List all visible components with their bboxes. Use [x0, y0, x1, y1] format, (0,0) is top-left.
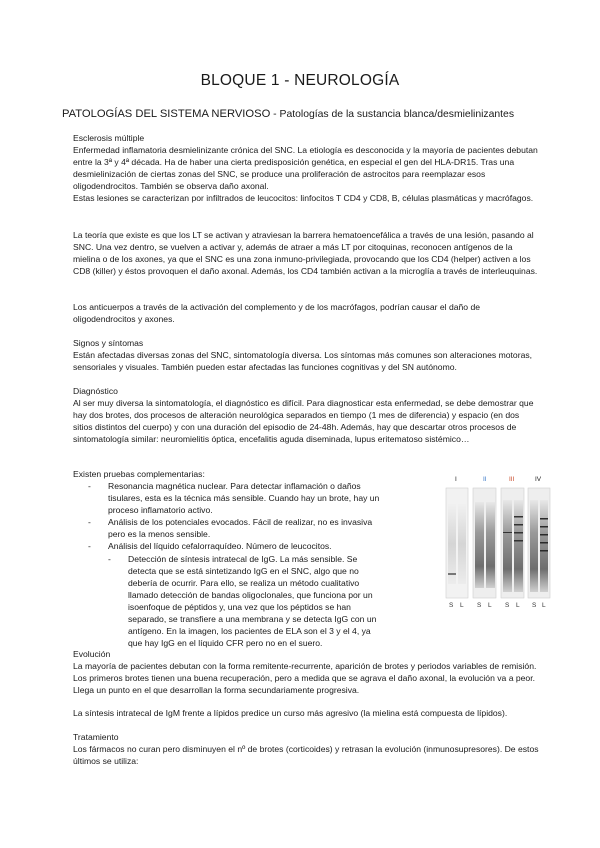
gel-smear [530, 500, 538, 592]
esclerosis-paragraph-2: Estas lesiones se caracterizan por infiltrados de leucocitos: linfocitos T CD4 y CD8, B, células plasmáticas y macrófagos. [73, 193, 534, 204]
gel-band [448, 573, 456, 575]
sample-label: S [449, 602, 454, 609]
bullet-dash: - [88, 481, 91, 491]
teoria-paragraph: La teoría que existe es que los LT se activan y atraviesan la barrera hematoencefálica a través de una lesión, pasando al SNC. Una vez dentro, se vuelven a activar y, además de atraer a más LT por citoquinas, reconocen antígenos de la mielina o de los axones, ya que el SNC es una zona inmuno-privilegiada, provocando que los CD4 (helper) activen a los CD8 (killer) y éstos provoquen el daño axonal. Además, los CD4 también activan a la microglía a través de interleuquinas. [73, 230, 538, 277]
subtitle-rest: Patologías de la sustancia blanca/desmielinizantes [279, 109, 515, 120]
gel-image [445, 474, 551, 614]
pruebas-list [88, 480, 384, 649]
gel-smear [486, 502, 495, 588]
igm-paragraph: La síntesis intratecal de IgM frente a lípidos predice un curso más agresivo (la mielina está compuesta de lípidos). [73, 708, 508, 718]
sub-prueba-text: Detección de síntesis intratecal de IgG. La más sensible. Se detecta que se está sintetizando IgG en el SNC, algo que no debería de ocurrir. Para ello, se realiza un método cualitativo llamado detección de bandas oligoclonales, que funciona por un isoenfoque de péptidos y, una vez que los péptidos se han separado, se transfiere a una membrana y se detecta IgG con un antígeno. En la imagen, los pacientes de ELA son el 3 y el 4, ya que hay IgG en el líquido CFR pero no en el suero. [128, 553, 377, 649]
list-item [88, 516, 384, 540]
subtitle-main: PATOLOGÍAS DEL SISTEMA NERVIOSO [62, 108, 271, 120]
tratamiento-paragraph: Los fármacos no curan pero disminuyen el nº de brotes (corticoides) y retrasan la evolución (inmunosupresores). De estos últimos se utiliza: [73, 744, 539, 767]
gel-smear [503, 500, 512, 592]
sample-label: L [488, 602, 492, 609]
prueba-text: Resonancia magnética nuclear. Para detectar inflamación o daños tisulares, esta es la técnica más sensible. Cuando hay un brote, hay un proceso inflamatorio activo. [108, 481, 380, 516]
sample-label: L [516, 602, 520, 609]
page-title: BLOQUE 1 - NEUROLOGÍA [200, 72, 400, 89]
bullet-dash: - [108, 553, 111, 564]
lane-label-4: IV [535, 476, 542, 483]
prueba-text: Análisis de los potenciales evocados. Fácil de realizar, no es invasiva pero es la menos sensible. [108, 517, 373, 540]
esclerosis-heading: Esclerosis múltiple [73, 133, 145, 143]
diagnostico-block [73, 385, 541, 445]
gel-smear [514, 500, 523, 592]
oligoclonal-bands-figure [445, 474, 551, 614]
sample-label: S [477, 602, 482, 609]
sample-label: L [460, 602, 464, 609]
signos-paragraph: Están afectadas diversas zonas del SNC, sintomatología diversa. Los síntomas más comunes son alteraciones motoras, sensoriales y visuales. También pueden estar afectadas las funciones cognitivas y del SN autónomo. [73, 350, 533, 373]
lane-label-2: II [483, 476, 487, 483]
evolucion-block [73, 648, 541, 696]
gel-smear [458, 504, 466, 584]
pruebas-intro: Existen pruebas complementarias: [73, 469, 205, 479]
anticuerpos-paragraph: Los anticuerpos a través de la activación del complemento y de los macrófagos, podrían causar el daño de oligodendrocitos y axones. [73, 302, 481, 325]
lane-label-1: I [455, 476, 457, 483]
gel-smear [448, 504, 456, 584]
lane-label-3: III [509, 476, 515, 483]
diagnostico-heading: Diagnóstico [73, 386, 118, 396]
signos-heading: Signos y síntomas [73, 338, 144, 348]
esclerosis-paragraph-1: Enfermedad inflamatoria desmielinizante crónica del SNC. La etiología es desconocida y la mayoría de pacientes debutan entre la 3ª y 4ª década. Ha de haber una cierta predisposición genética, en especial el gen del HLA-DR15. Tras una desmielinización de ciertas zonas del SNC, se produce una proliferación de astrocitos para reemplazar esos oligodendrocitos. También se observa daño axonal. [73, 145, 538, 192]
sub-list-item [108, 553, 384, 650]
esclerosis-block [73, 132, 541, 205]
bullet-dash: - [88, 541, 91, 552]
bullet-dash: - [88, 517, 91, 528]
signos-block [73, 337, 541, 373]
tratamiento-heading: Tratamiento [73, 732, 119, 742]
gel-smear [475, 502, 484, 588]
prueba-text: Análisis del líquido cefalorraquídeo. Número de leucocitos. [108, 541, 332, 552]
diagnostico-paragraph: Al ser muy diversa la sintomatología, el diagnóstico es difícil. Para diagnosticar esta enfermedad, se debe demostrar que hay dos brotes, dos procesos de alteración neurológica separados en tiempo (1 mes de diferencia) y espacio (en dos sitios distintos del cuerpo) y con una duración del episodio de 24-48h. Además, hay que descartar otros procesos de sintomatología similar: neuromielitis óptica, encefalitis aguda diseminada, lupus eritematoso sistémico… [73, 398, 534, 445]
sample-label: S [532, 602, 537, 609]
list-item [88, 540, 384, 552]
subtitle-separator: - [270, 109, 280, 120]
list-item [88, 480, 384, 516]
evolucion-paragraph: La mayoría de pacientes debutan con la forma remitente-recurrente, aparición de brotes y periodos variables de remisión. Los primeros brotes tienen una buena recuperación, pero a medida que se agrava el daño axonal, la evolución va a peor. Llega un punto en el que desarrollan la forma secundariamente progresiva. [73, 661, 537, 696]
sample-label: L [542, 602, 546, 609]
tratamiento-block [73, 731, 541, 767]
evolucion-heading: Evolución [73, 649, 111, 659]
section-subtitle [62, 108, 514, 120]
gel-smear [540, 500, 548, 592]
sample-label: S [505, 602, 510, 609]
